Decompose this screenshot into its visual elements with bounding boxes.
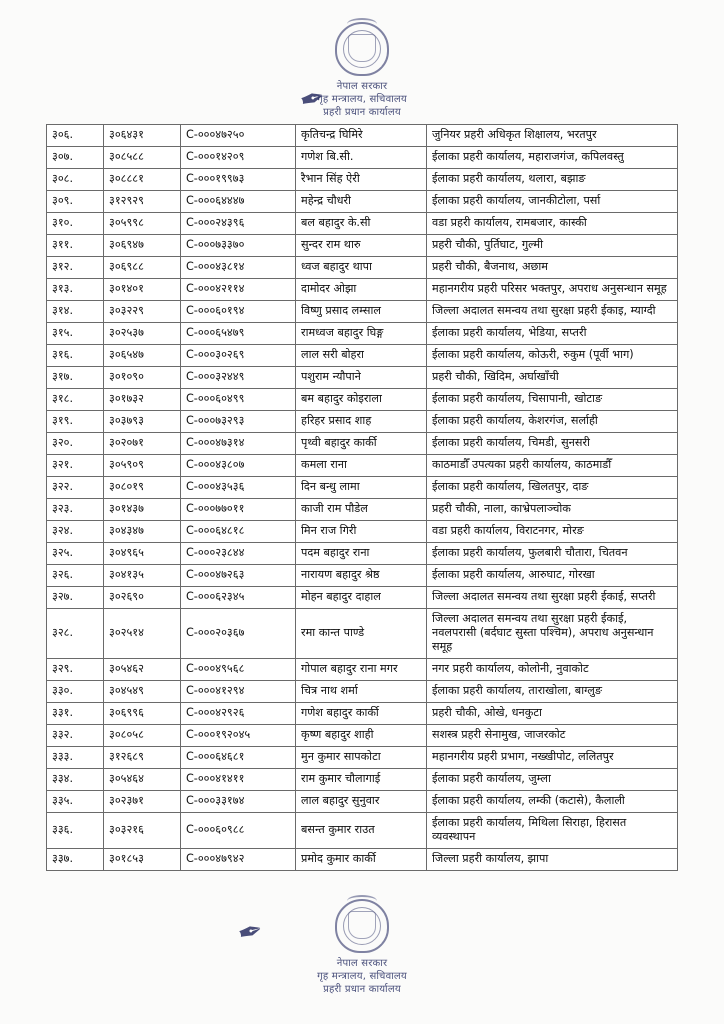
cell-office: ईलाका प्रहरी कार्यालय, चिमडी, सुनसरी <box>427 433 678 455</box>
cell-code-number: C-०००४७३१४ <box>181 433 296 455</box>
cell-serial-number: ३१०. <box>47 213 104 235</box>
cell-full-name: गणेश बहादुर कार्की <box>296 703 427 725</box>
table-row <box>47 477 678 499</box>
cell-office: काठमाडौँ उपत्यका प्रहरी कार्यालय, काठमाडौँ <box>427 455 678 477</box>
cell-serial-number: ३०६. <box>47 125 104 147</box>
cell-identity-number: ३०८०१९ <box>104 477 181 499</box>
table-row <box>47 725 678 747</box>
cell-identity-number: ३०६९९६ <box>104 703 181 725</box>
cell-code-number: C-०००६०१९४ <box>181 301 296 323</box>
cell-full-name: मिन राज गिरी <box>296 521 427 543</box>
cell-office: ईलाका प्रहरी कार्यालय, खिलतपुर, दाङ <box>427 477 678 499</box>
seal-top-line3: प्रहरी प्रधान कार्यालय <box>323 107 401 118</box>
table-row <box>47 257 678 279</box>
cell-serial-number: ३१४. <box>47 301 104 323</box>
cell-identity-number: ३०८८८१ <box>104 169 181 191</box>
official-seal-top <box>0 18 724 119</box>
cell-identity-number: ३०१७३२ <box>104 389 181 411</box>
table-row <box>47 301 678 323</box>
cell-code-number: C-०००७३३७० <box>181 235 296 257</box>
cell-identity-number: ३०५४६४ <box>104 769 181 791</box>
cell-code-number: C-०००६४८१८ <box>181 521 296 543</box>
cell-code-number: C-०००१९२०४५ <box>181 725 296 747</box>
cell-serial-number: ३०७. <box>47 147 104 169</box>
cell-code-number: C-०००६२३४५ <box>181 587 296 609</box>
cell-full-name: बम बहादुर कोइराला <box>296 389 427 411</box>
nepal-emblem-icon-bottom <box>327 895 397 957</box>
cell-full-name: विष्णु प्रसाद लम्साल <box>296 301 427 323</box>
cell-code-number: C-०००४७२५० <box>181 125 296 147</box>
cell-full-name: कृतिचन्द्र घिमिरे <box>296 125 427 147</box>
cell-serial-number: ३३०. <box>47 681 104 703</box>
cell-serial-number: ३११. <box>47 235 104 257</box>
table-row <box>47 191 678 213</box>
cell-code-number: C-०००४७९४२ <box>181 849 296 871</box>
cell-code-number: C-०००६४६८१ <box>181 747 296 769</box>
cell-office: ईलाका प्रहरी कार्यालय, चिसापानी, खोटाङ <box>427 389 678 411</box>
cell-office: प्रहरी चौकी, बैजनाथ, अछाम <box>427 257 678 279</box>
official-seal-bottom <box>0 895 724 996</box>
cell-serial-number: ३२६. <box>47 565 104 587</box>
cell-identity-number: ३०१८५३ <box>104 849 181 871</box>
cell-full-name: रमा कान्त पाण्डे <box>296 609 427 659</box>
cell-code-number: C-०००४३८१४ <box>181 257 296 279</box>
table-row <box>47 455 678 477</box>
cell-full-name: रैभान सिंह ऐरी <box>296 169 427 191</box>
table-row <box>47 813 678 849</box>
cell-code-number: C-०००२३८४४ <box>181 543 296 565</box>
cell-serial-number: ३२७. <box>47 587 104 609</box>
cell-code-number: C-०००४१२९४ <box>181 681 296 703</box>
cell-full-name: काजी राम पौडेल <box>296 499 427 521</box>
cell-office: ईलाका प्रहरी कार्यालय, थलारा, बझाङ <box>427 169 678 191</box>
cell-full-name: पृथ्वी बहादुर कार्की <box>296 433 427 455</box>
cell-code-number: C-०००६०४९९ <box>181 389 296 411</box>
roster-table-body <box>47 125 678 871</box>
table-row <box>47 769 678 791</box>
nepal-emblem-icon <box>327 18 397 80</box>
table-row <box>47 543 678 565</box>
cell-full-name: लाल बहादुर सुनुवार <box>296 791 427 813</box>
table-row <box>47 411 678 433</box>
seal-top-line2: गृह मन्त्रालय, सचिवालय <box>317 94 407 105</box>
cell-office: ईलाका प्रहरी कार्यालय, कोऊरी, रुकुम (पूर्वी भाग) <box>427 345 678 367</box>
cell-full-name: कृष्ण बहादुर शाही <box>296 725 427 747</box>
cell-serial-number: ३३६. <box>47 813 104 849</box>
cell-identity-number: ३०१४३७ <box>104 499 181 521</box>
cell-office: ईलाका प्रहरी कार्यालय, जानकीटोला, पर्सा <box>427 191 678 213</box>
cell-office: प्रहरी चौकी, नाला, काभ्रेपलाञ्चोक <box>427 499 678 521</box>
cell-identity-number: ३१२६८९ <box>104 747 181 769</box>
cell-office: जुनियर प्रहरी अधिकृत शिक्षालय, भरतपुर <box>427 125 678 147</box>
cell-code-number: C-०००४३८०७ <box>181 455 296 477</box>
cell-identity-number: ३०२३७१ <box>104 791 181 813</box>
cell-full-name: दिन बन्धु लामा <box>296 477 427 499</box>
cell-identity-number: ३०१४०१ <box>104 279 181 301</box>
cell-office: ईलाका प्रहरी कार्यालय, केशरगंज, सर्लाही <box>427 411 678 433</box>
cell-full-name: कमला राना <box>296 455 427 477</box>
cell-serial-number: ३१७. <box>47 367 104 389</box>
cell-office: वडा प्रहरी कार्यालय, रामबजार, कास्की <box>427 213 678 235</box>
cell-code-number: C-०००३२४४९ <box>181 367 296 389</box>
signature-top: ✒ <box>295 79 330 120</box>
cell-full-name: लाल सरी बोहरा <box>296 345 427 367</box>
cell-office: जिल्ला अदालत समन्वय तथा सुरक्षा प्रहरी ईकाई, सप्तरी <box>427 587 678 609</box>
cell-identity-number: ३०५४६२ <box>104 659 181 681</box>
cell-code-number: C-०००१४२०९ <box>181 147 296 169</box>
table-row <box>47 279 678 301</box>
cell-serial-number: ३३३. <box>47 747 104 769</box>
cell-serial-number: ३१२. <box>47 257 104 279</box>
seal-bottom-line1: नेपाल सरकार <box>336 958 388 969</box>
table-row <box>47 703 678 725</box>
table-row <box>47 747 678 769</box>
cell-code-number: C-०००६४४४७ <box>181 191 296 213</box>
cell-full-name: ध्वज बहादुर थापा <box>296 257 427 279</box>
cell-serial-number: ३२२. <box>47 477 104 499</box>
cell-identity-number: ३०४५४९ <box>104 681 181 703</box>
cell-code-number: C-०००७७०११ <box>181 499 296 521</box>
cell-identity-number: ३०६९४७ <box>104 235 181 257</box>
table-row <box>47 521 678 543</box>
cell-office: नगर प्रहरी कार्यालय, कोलोनी, नुवाकोट <box>427 659 678 681</box>
cell-code-number: C-०००४३५३६ <box>181 477 296 499</box>
roster-table <box>46 124 678 871</box>
cell-code-number: C-०००२४३९६ <box>181 213 296 235</box>
table-row <box>47 125 678 147</box>
cell-identity-number: ३०८०५८ <box>104 725 181 747</box>
cell-identity-number: ३०४३४७ <box>104 521 181 543</box>
cell-identity-number: ३०६४३१ <box>104 125 181 147</box>
cell-serial-number: ३१९. <box>47 411 104 433</box>
table-row <box>47 587 678 609</box>
cell-full-name: रामध्वज बहादुर घिङ्ग <box>296 323 427 345</box>
cell-full-name: पदम बहादुर राना <box>296 543 427 565</box>
cell-office: वडा प्रहरी कार्यालय, विराटनगर, मोरङ <box>427 521 678 543</box>
signature-bottom: ✒ <box>233 912 268 953</box>
table-row <box>47 659 678 681</box>
cell-office: जिल्ला अदालत समन्वय तथा सुरक्षा प्रहरी ईकाई, नवलपरासी (बर्दघाट सुस्ता पश्चिम), अपराध अनुसन्धान समूह <box>427 609 678 659</box>
table-row <box>47 499 678 521</box>
cell-code-number: C-०००४९५६८ <box>181 659 296 681</box>
seal-bottom-line3: प्रहरी प्रधान कार्यालय <box>323 984 401 995</box>
roster-table-container <box>46 124 678 871</box>
cell-code-number: C-०००६०९८८ <box>181 813 296 849</box>
cell-identity-number: ३१२९२९ <box>104 191 181 213</box>
cell-serial-number: ३३७. <box>47 849 104 871</box>
cell-serial-number: ३२९. <box>47 659 104 681</box>
cell-code-number: C-०००१९९७३ <box>181 169 296 191</box>
cell-identity-number: ३०५९९८ <box>104 213 181 235</box>
cell-serial-number: ३१६. <box>47 345 104 367</box>
cell-office: प्रहरी चौकी, खिदिम, अर्घाखाँची <box>427 367 678 389</box>
table-row <box>47 345 678 367</box>
cell-full-name: बसन्त कुमार राउत <box>296 813 427 849</box>
cell-identity-number: ३०२६९० <box>104 587 181 609</box>
cell-identity-number: ३०३२२९ <box>104 301 181 323</box>
table-row <box>47 609 678 659</box>
cell-serial-number: ३१३. <box>47 279 104 301</box>
cell-identity-number: ३०४९६५ <box>104 543 181 565</box>
cell-office: ईलाका प्रहरी कार्यालय, लम्की (कटासे), कैलाली <box>427 791 678 813</box>
cell-identity-number: ३०२५३७ <box>104 323 181 345</box>
cell-full-name: प्रमोद कुमार कार्की <box>296 849 427 871</box>
cell-identity-number: ३०२५१४ <box>104 609 181 659</box>
cell-identity-number: ३०५९०९ <box>104 455 181 477</box>
cell-serial-number: ३०९. <box>47 191 104 213</box>
table-row <box>47 389 678 411</box>
cell-office: प्रहरी चौकी, ओखे, धनकुटा <box>427 703 678 725</box>
table-row <box>47 169 678 191</box>
cell-code-number: C-०००७३२९३ <box>181 411 296 433</box>
cell-serial-number: ३२४. <box>47 521 104 543</box>
cell-office: महानगरीय प्रहरी परिसर भक्तपुर, अपराध अनुसन्धान समूह <box>427 279 678 301</box>
cell-serial-number: ३३५. <box>47 791 104 813</box>
table-row <box>47 147 678 169</box>
cell-office: ईलाका प्रहरी कार्यालय, आरुघाट, गोरखा <box>427 565 678 587</box>
cell-serial-number: ३१८. <box>47 389 104 411</box>
cell-serial-number: ३२०. <box>47 433 104 455</box>
cell-full-name: नारायण बहादुर श्रेष्ठ <box>296 565 427 587</box>
cell-full-name: महेन्द्र चौधरी <box>296 191 427 213</box>
cell-full-name: सुन्दर राम थारु <box>296 235 427 257</box>
cell-serial-number: ३१५. <box>47 323 104 345</box>
cell-office: ईलाका प्रहरी कार्यालय, ताराखोला, बाग्लुङ <box>427 681 678 703</box>
cell-identity-number: ३०१०९० <box>104 367 181 389</box>
cell-office: ईलाका प्रहरी कार्यालय, मिथिला सिराहा, हिरासत व्यवस्थापन <box>427 813 678 849</box>
table-row <box>47 323 678 345</box>
cell-full-name: पशुराम न्यौपाने <box>296 367 427 389</box>
cell-full-name: दामोदर ओझा <box>296 279 427 301</box>
cell-identity-number: ३०६९८८ <box>104 257 181 279</box>
cell-code-number: C-०००४१४११ <box>181 769 296 791</box>
cell-identity-number: ३०३२१६ <box>104 813 181 849</box>
cell-full-name: मोहन बहादुर दाहाल <box>296 587 427 609</box>
table-row <box>47 681 678 703</box>
seal-bottom-line2: गृह मन्त्रालय, सचिवालय <box>317 971 407 982</box>
cell-full-name: हरिहर प्रसाद शाह <box>296 411 427 433</box>
cell-serial-number: ३३२. <box>47 725 104 747</box>
cell-office: जिल्ला अदालत समन्वय तथा सुरक्षा प्रहरी ईकाइ, म्याग्दी <box>427 301 678 323</box>
cell-identity-number: ३०४१३५ <box>104 565 181 587</box>
cell-code-number: C-०००४७२६३ <box>181 565 296 587</box>
cell-office: ईलाका प्रहरी कार्यालय, जुम्ला <box>427 769 678 791</box>
cell-full-name: गोपाल बहादुर राना मगर <box>296 659 427 681</box>
cell-code-number: C-०००२०३६७ <box>181 609 296 659</box>
table-row <box>47 367 678 389</box>
cell-full-name: राम कुमार चौलागाई <box>296 769 427 791</box>
cell-serial-number: ३२३. <box>47 499 104 521</box>
table-row <box>47 791 678 813</box>
cell-serial-number: ३२५. <box>47 543 104 565</box>
cell-office: ईलाका प्रहरी कार्यालय, महाराजगंज, कपिलवस्तु <box>427 147 678 169</box>
cell-office: महानगरीय प्रहरी प्रभाग, नख्खीपोट, ललितपुर <box>427 747 678 769</box>
cell-office: ईलाका प्रहरी कार्यालय, भेडिया, सप्तरी <box>427 323 678 345</box>
cell-code-number: C-०००३३१७४ <box>181 791 296 813</box>
cell-serial-number: ३३१. <box>47 703 104 725</box>
cell-full-name: मुन कुमार सापकोटा <box>296 747 427 769</box>
table-row <box>47 235 678 257</box>
cell-code-number: C-०००४२९२६ <box>181 703 296 725</box>
cell-office: सशस्त्र प्रहरी सेनामुख, जाजरकोट <box>427 725 678 747</box>
seal-top-line1: नेपाल सरकार <box>336 81 388 92</box>
cell-identity-number: ३०८५८८ <box>104 147 181 169</box>
table-row <box>47 565 678 587</box>
cell-full-name: बल बहादुर के.सी <box>296 213 427 235</box>
cell-code-number: C-०००४२११४ <box>181 279 296 301</box>
cell-serial-number: ३२८. <box>47 609 104 659</box>
cell-full-name: चित्र नाथ शर्मा <box>296 681 427 703</box>
cell-identity-number: ३०२०७१ <box>104 433 181 455</box>
cell-identity-number: ३०६५४७ <box>104 345 181 367</box>
cell-serial-number: ३३४. <box>47 769 104 791</box>
cell-serial-number: ३२१. <box>47 455 104 477</box>
cell-office: जिल्ला प्रहरी कार्यालय, झापा <box>427 849 678 871</box>
table-row <box>47 849 678 871</box>
cell-code-number: C-०००६५४७९ <box>181 323 296 345</box>
cell-identity-number: ३०३७९३ <box>104 411 181 433</box>
cell-code-number: C-०००३०२६९ <box>181 345 296 367</box>
cell-office: प्रहरी चौकी, पुर्तिघाट, गुल्मी <box>427 235 678 257</box>
table-row <box>47 433 678 455</box>
cell-serial-number: ३०८. <box>47 169 104 191</box>
table-row <box>47 213 678 235</box>
cell-office: ईलाका प्रहरी कार्यालय, फुलबारी चौतारा, चितवन <box>427 543 678 565</box>
cell-full-name: गणेश बि.सी. <box>296 147 427 169</box>
